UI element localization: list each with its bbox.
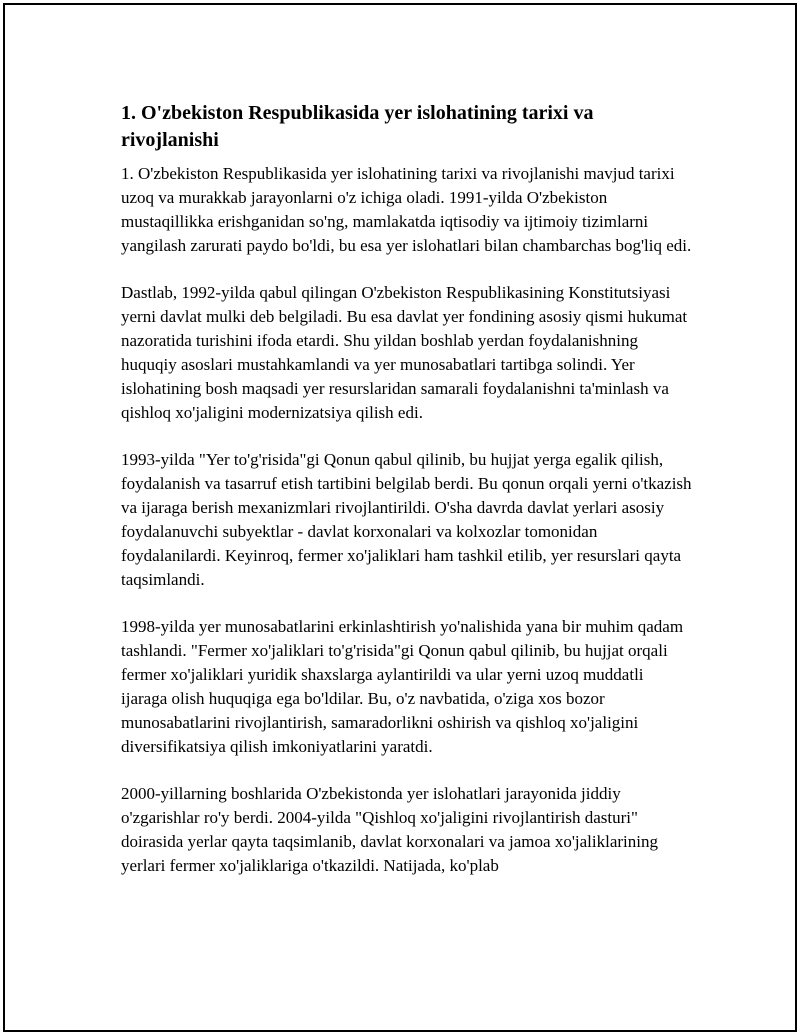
- paragraph-3: 1993-yilda "Yer to'g'risida"gi Qonun qabul qilinib, bu hujjat yerga egalik qilish, foydalanish va tasarruf etish tartibini belgilab berdi. Bu qonun orqali yerni o'tkazish va ijaraga berish mexanizmlari rivojlantirildi. O'sha davrda davlat yerlari asosiy foydalanuvchi subyektlar - davlat korxonalari va kolxozlar tomonidan foydalanilardi. Keyinroq, fermer xo'jaliklari ham tashkil etilib, yer resurslari qayta taqsimlandi.: [121, 450, 692, 589]
- paragraph-4: 1998-yilda yer munosabatlarini erkinlashtirish yo'nalishida yana bir muhim qadam tashlandi. "Fermer xo'jaliklari to'g'risida"gi Qonun qabul qilinib, bu hujjat orqali fermer xo'jaliklari yuridik shaxslarga aylantirildi va ular yerni uzoq muddatli ijaraga olish huquqiga ega bo'ldilar. Bu, o'z navbatida, o'ziga xos bozor munosabatlarini rivojlantirish, samaradorlikni oshirish va qishloq xo'jaligini diversifikatsiya qilish imkoniyatlarini yaratdi.: [121, 617, 684, 756]
- document-title: 1. O'zbekiston Respublikasida yer islohatining tarixi va rivojlanishi: [121, 102, 594, 151]
- paragraph-2: Dastlab, 1992-yilda qabul qilingan O'zbekiston Respublikasining Konstitutsiyasi yerni davlat mulki deb belgiladi. Bu esa davlat yer fondining asosiy qismi hukumat nazoratida turishini ifoda etardi. Shu yildan boshlab yerdan foydalanishning huquqiy asoslari mustahkamlandi va yer munosabatlari tartibga solindi. Yer islohatining bosh maqsadi yer resurslaridan samarali foydalanishni ta'minlash va qishloq xo'jaligini modernizatsiya qilish edi.: [121, 283, 688, 422]
- document-body: [121, 100, 693, 901]
- paragraph-1: 1. O'zbekiston Respublikasida yer islohatining tarixi va rivojlanishi mavjud tarixi uzoq va murakkab jarayonlarni o'z ichiga oladi. 1991-yilda O'zbekiston mustaqillikka erishganidan so'ng, mamlakatda iqtisodiy va ijtimoiy tizimlarni yangilash zarurati paydo bo'ldi, bu esa yer islohatlari bilan chambarchas bog'liq edi.: [121, 164, 692, 255]
- paragraph-5: 2000-yillarning boshlarida O'zbekistonda yer islohatlari jarayonida jiddiy o'zgarishlar ro'y berdi. 2004-yilda "Qishloq xo'jaligini rivojlantirish dasturi" doirasida yerlar qayta taqsimlanib, davlat korxonalari va jamoa xo'jaliklarining yerlari fermer xo'jaliklariga o'tkazildi. Natijada, ko'plab: [121, 784, 658, 875]
- document-page: [3, 3, 797, 1032]
